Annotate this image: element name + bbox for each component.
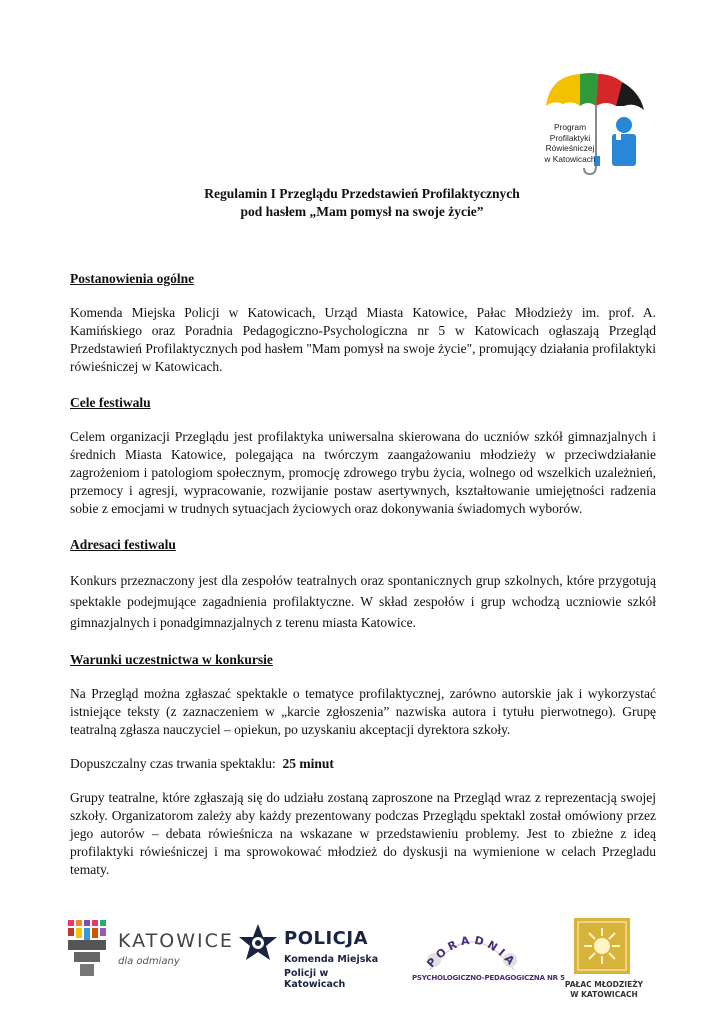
palac-line-2: W KATOWICACH — [570, 990, 638, 999]
poradnia-name: PORADNIA — [424, 933, 520, 971]
program-logo-line: Rówieśniczej — [545, 143, 595, 154]
palac-line-1: PAŁAC MŁODZIEŻY — [564, 980, 644, 989]
section-text-conditions: Na Przegląd można zgłaszać spektakle o tematyce profilaktycznej, zarówno autorskie jak i wykorzystać istniejące teksty (z zaznaczeniem w „karcie zgłoszenia” nazwiska autora i tytułu pierwotnego). Grupę teatralną zgłasza nauczyciel – opiekun, po uzyskaniu akceptacji dyrektora szkoły. — [70, 686, 656, 737]
document-body — [70, 270, 656, 879]
section-heading-goals: Cele festiwalu — [70, 395, 151, 410]
policja-line-2: Policji w Katowicach — [284, 968, 346, 990]
section-heading-conditions: Warunki uczestnictwa w konkursie — [70, 652, 273, 667]
poradnia-logo — [410, 920, 565, 992]
title-line-2: pod hasłem „Mam pomysł na swoje życie” — [240, 204, 484, 219]
duration-value: 25 minut — [282, 756, 334, 771]
katowice-logo — [66, 918, 234, 988]
duration-line — [70, 755, 656, 773]
katowice-emblem-icon — [66, 918, 114, 982]
program-logo-line: w Katowicach — [544, 153, 596, 164]
policja-line-1: Komenda Miejska — [284, 954, 379, 965]
section-text-conditions-2: Grupy teatralne, które zgłaszają się do udziału zostaną zaproszone na Przegląd wraz z reprezentacją swojej szkoły. Organizatorom zależy aby każdy prezentowany podczas Przeglądu spektakl został omówiony przez jego autorów – debata rówieśnicza na wskazane w przedstawieniu problemy. Jest to zbieżne z ideą profilaktyki rówieśniczej i ma sprowokować młodzież do dyskusji na wymienione w celach Przegladu tematy. — [70, 790, 656, 877]
police-star-icon — [236, 922, 280, 966]
section-text-audience: Konkurs przeznaczony jest dla zespołów teatralnych oraz spontanicznych grup szkolnych, które przygotują spektakle podejmujące zagadnienia profilaktyczne. W skład zespołów i grup wchodzą uczniowie szkół gimnazjalnych i ponadgimnazjalnych z terenu miasta Katowice. — [70, 573, 656, 630]
policja-name: POLICJA — [284, 928, 368, 949]
poradnia-subtitle: PSYCHOLOGICZNO-PEDAGOGICZNA NR 5 — [412, 974, 565, 982]
title-line-1: Regulamin I Przeglądu Przedstawień Profilaktycznych — [204, 186, 520, 201]
palac-emblem-icon — [564, 916, 644, 978]
section-heading-audience: Adresaci festiwalu — [70, 537, 176, 552]
poradnia-name-arc — [410, 920, 534, 976]
section-text-goals: Celem organizacji Przeglądu jest profilaktyka uniwersalna skierowana do uczniów szkół gimnazjalnych i średnich Miasta Katowice, polegająca na twórczym zaangażowaniu młodzieży w przeciwdziałanie zagrożeniom i patologiom społecznym, promocję zdrowego trybu życia, wolnego od wszelkich uzależnień, przemocy i agresji, wypracowanie, rozwijanie postaw asertywnych, kształtowanie umiejętności radzenia sobie z emocjami w trudnych sytuacjach życiowych oraz dokonywania świadomych wyborów. — [70, 429, 656, 516]
program-logo-line: Profilaktyki — [549, 132, 591, 143]
program-logo-line: Program — [553, 122, 587, 132]
footer-logos — [0, 910, 724, 1010]
section-text-general: Komenda Miejska Policji w Katowicach, Urząd Miasta Katowice, Pałac Młodzieży im. prof. A. Kamińskiego oraz Poradnia Pedagogiczno-Psychologiczna nr 5 w Katowicach ogłaszają Przegląd Przedstawień Profilaktycznych pod hasłem "Mam pomysł na swoje życie", promujący działania profilaktyki rówieśniczej w Katowicach. — [70, 305, 656, 374]
program-logo-text — [540, 122, 600, 164]
policja-logo — [236, 916, 386, 990]
duration-label: Dopuszczalny czas trwania spektaklu: — [70, 756, 276, 771]
document-title — [70, 185, 654, 221]
palac-logo — [564, 916, 654, 1006]
katowice-name: KATOWICE — [118, 930, 234, 952]
section-heading-general: Postanowienia ogólne — [70, 271, 195, 286]
program-logo — [536, 70, 654, 180]
svg-text:PORADNIA — [424, 934, 519, 971]
katowice-tagline: dla odmiany — [118, 956, 180, 967]
